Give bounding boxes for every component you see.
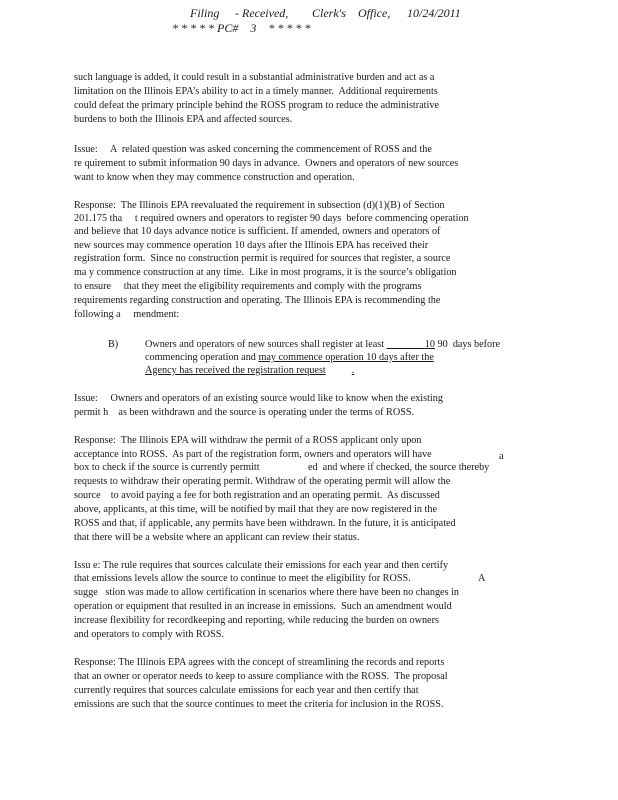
text-line: ma y commence construction at any time. Like in most programs, it is the source’s obligation xyxy=(74,267,457,278)
text-line: increase flexibility for recordkeeping and reporting, while reducing the burden on owners xyxy=(74,615,439,626)
amendment-text: commencing operation and xyxy=(145,352,259,363)
header-pc-line: * * * * * PC# 3 * * * * * xyxy=(172,21,311,35)
amendment-text: Owners and operators of new sources shall register at least xyxy=(145,339,385,350)
text-line: currently requires that sources calculate emissions for each year and then certify that xyxy=(74,685,419,696)
text-line: and operators to comply with ROSS. xyxy=(74,629,224,640)
text-line: above, applicants, at this time, will be notified by mail that they are now registered in the xyxy=(74,504,437,515)
text-line: limitation on the Illinois EPA’s ability to act in a timely manner. Additional requirements xyxy=(74,86,438,97)
text-line: Issue: A related question was asked concerning the commencement of ROSS and the xyxy=(74,144,432,155)
text-line: 201.175 tha t required owners and operators to register 90 days before commencing operation xyxy=(74,213,469,224)
text-line: registration form. Since no construction permit is required for sources that register, a source xyxy=(74,253,451,264)
text-line: box to check if the source is currently permitt ed and where if checked, the source thereby xyxy=(74,462,490,473)
header-date: 10/24/2011 xyxy=(407,6,461,20)
text-line: that there will be a website where an applicant can review their status. xyxy=(74,532,360,543)
header-received: - Received, xyxy=(235,6,289,20)
text-line: Response: The Illinois EPA will withdraw the permit of a ROSS applicant only upon xyxy=(74,435,422,446)
text-line: requirements regarding construction and operating. The Illinois EPA is recommending the xyxy=(74,295,441,306)
text-line: source to avoid paying a fee for both registration and an operating permit. As discussed xyxy=(74,490,440,501)
text-line: could defeat the primary principle behind the ROSS program to reduce the administrative xyxy=(74,100,439,111)
text-line: that an owner or operator needs to keep to assure compliance with the ROSS. The proposal xyxy=(74,671,448,682)
text-line: sugge stion was made to allow certification in scenarios where there have been no changes in xyxy=(74,587,460,598)
text-line: want to know when they may commence construction and operation. xyxy=(74,172,355,183)
stray-character: a xyxy=(499,451,504,462)
text-line: permit h as been withdrawn and the source is operating under the terms of ROSS. xyxy=(74,407,415,418)
amendment-line3-end: . xyxy=(351,365,355,376)
text-line: requests to withdraw their operating permit. Withdraw of the operating permit will allow the xyxy=(74,476,451,487)
stray-character: A xyxy=(478,573,486,584)
text-line: such language is added, it could result in a substantial administrative burden and act as a xyxy=(74,72,435,83)
header-filing: Filing xyxy=(190,6,220,20)
amendment-line-3 xyxy=(145,365,354,377)
amendment-blank xyxy=(387,339,425,350)
text-line: re quirement to submit information 90 days in advance. Owners and operators of new sources xyxy=(74,158,459,169)
text-line: Issu e: The rule requires that sources calculate their emissions for each year and then certify xyxy=(74,560,449,571)
text-line: Response: The Illinois EPA agrees with the concept of streamlining the records and reports xyxy=(74,657,445,668)
amendment-inserted: may commence operation 10 days after the xyxy=(258,352,434,363)
header-office: Office, xyxy=(358,6,391,20)
text-line: Issue: Owners and operators of an existing source would like to know when the existing xyxy=(74,393,443,404)
amendment-line-1 xyxy=(145,339,500,351)
amendment-line-2 xyxy=(145,352,434,364)
header-clerks: Clerk's xyxy=(312,6,346,20)
amendment-struck: 90 xyxy=(437,339,448,350)
amendment-inserted: Agency has received the registration request xyxy=(145,365,326,376)
text-line: emissions are such that the source continues to meet the criteria for inclusion in the ROSS. xyxy=(74,699,444,710)
amendment-line1-end: days before xyxy=(452,339,501,350)
text-line: and believe that 10 days advance notice is sufficient. If amended, owners and operators of xyxy=(74,226,441,237)
text-line: Response: The Illinois EPA reevaluated the requirement in subsection (d)(1)(B) of Section xyxy=(74,200,445,211)
text-line: new sources may commence operation 10 days after the Illinois EPA has received their xyxy=(74,240,429,251)
text-line: ROSS and that, if applicable, any permits have been withdrawn. In the future, it is anticipated xyxy=(74,518,456,529)
text-line: operation or equipment that resulted in an increase in emissions. Such an amendment would xyxy=(74,601,452,612)
text-line: following a mendment: xyxy=(74,309,180,320)
text-line: to ensure that they meet the eligibility requirements and comply with the programs xyxy=(74,281,422,292)
amendment-label: B) xyxy=(108,339,119,350)
amendment-inserted: 10 xyxy=(424,339,435,350)
text-line: acceptance into ROSS. As part of the registration form, owners and operators will have xyxy=(74,449,432,460)
text-line: burdens to both the Illinois EPA and affected sources. xyxy=(74,114,293,125)
text-line: that emissions levels allow the source to continue to meet the eligibility for ROSS. xyxy=(74,573,411,584)
